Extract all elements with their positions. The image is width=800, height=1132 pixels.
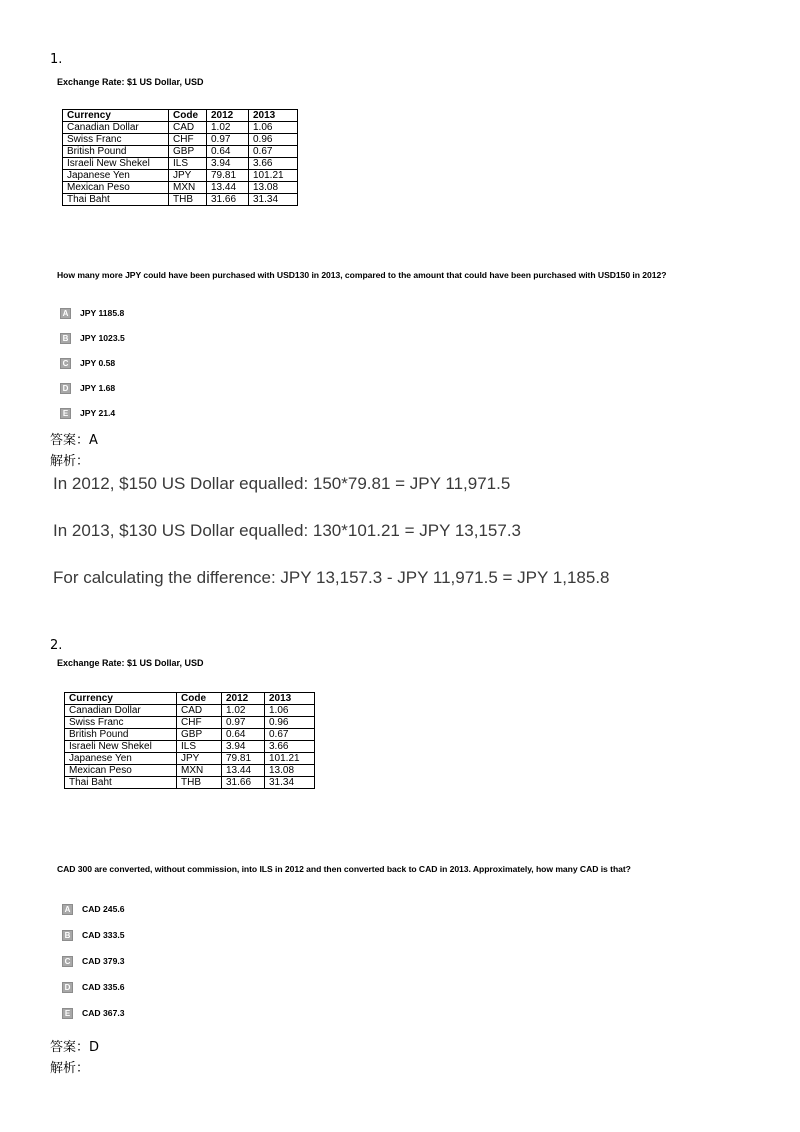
table-cell: 31.34 (265, 777, 315, 789)
question-1-option-d[interactable] (60, 382, 115, 394)
table-row (65, 753, 315, 765)
question-1-option-b[interactable] (60, 332, 125, 344)
table-row (65, 765, 315, 777)
question-1-answer: 答案：A (50, 433, 98, 448)
table-cell: GBP (169, 146, 207, 158)
question-2-table-caption: Exchange Rate: $1 US Dollar, USD (57, 658, 204, 668)
column-header: Currency (63, 110, 169, 122)
table-cell: 1.02 (222, 705, 265, 717)
table-cell: 13.44 (222, 765, 265, 777)
table-cell: THB (177, 777, 222, 789)
table-cell: 0.64 (207, 146, 249, 158)
option-letter-d: D (62, 982, 73, 993)
question-1-option-e[interactable] (60, 407, 115, 419)
option-letter-b: B (60, 333, 71, 344)
column-header: 2013 (265, 693, 315, 705)
table-cell: 31.66 (222, 777, 265, 789)
question-1-table-caption: Exchange Rate: $1 US Dollar, USD (57, 77, 204, 87)
option-letter-b: B (62, 930, 73, 941)
table-cell: ILS (169, 158, 207, 170)
table-row (63, 134, 298, 146)
column-header: 2012 (207, 110, 249, 122)
table-row (63, 122, 298, 134)
column-header: Currency (65, 693, 177, 705)
table-row (65, 705, 315, 717)
question-2-option-a[interactable] (62, 903, 125, 915)
column-header: 2013 (249, 110, 298, 122)
table-cell: Canadian Dollar (63, 122, 169, 134)
column-header: 2012 (222, 693, 265, 705)
table-cell: CHF (177, 717, 222, 729)
table-cell: 0.96 (265, 717, 315, 729)
table-row (63, 182, 298, 194)
explanation-line: In 2013, $130 US Dollar equalled: 130*101.21 = JPY 13,157.3 (53, 521, 522, 540)
table-cell: 13.08 (265, 765, 315, 777)
table-cell: Thai Baht (65, 777, 177, 789)
table-cell: 101.21 (249, 170, 298, 182)
table-cell: 31.66 (207, 194, 249, 206)
table-cell: Swiss Franc (63, 134, 169, 146)
table-cell: CAD (177, 705, 222, 717)
question-2-option-e[interactable] (62, 1007, 125, 1019)
table-cell: Swiss Franc (65, 717, 177, 729)
table-cell: Israeli New Shekel (65, 741, 177, 753)
option-text: CAD 333.5 (82, 930, 125, 940)
question-2-text: CAD 300 are converted, without commission, into ILS in 2012 and then converted back to CAD in 2013. Approximately, how many CAD is that? (57, 864, 631, 874)
table-row (63, 146, 298, 158)
table-cell: 31.34 (249, 194, 298, 206)
question-2-option-d[interactable] (62, 981, 125, 993)
option-text: JPY 1.68 (80, 383, 116, 393)
question-1-option-a[interactable] (60, 307, 124, 319)
question-1-analysis-label: 解析： (50, 454, 90, 469)
option-text: CAD 379.3 (82, 956, 125, 966)
option-letter-c: C (62, 956, 73, 967)
table-cell: CAD (169, 122, 207, 134)
question-2-option-b[interactable] (62, 929, 125, 941)
table-cell: Japanese Yen (63, 170, 169, 182)
table-cell: Mexican Peso (65, 765, 177, 777)
table-cell: 3.66 (265, 741, 315, 753)
question-1-option-c[interactable] (60, 357, 115, 369)
table-cell: 1.02 (207, 122, 249, 134)
question-2-answer: 答案：D (50, 1040, 100, 1055)
table-cell: Thai Baht (63, 194, 169, 206)
table-cell: 0.97 (222, 717, 265, 729)
option-text: JPY 0.58 (80, 358, 116, 368)
explanation-line: For calculating the difference: JPY 13,157.3 - JPY 11,971.5 = JPY 1,185.8 (53, 568, 610, 587)
table-cell: 79.81 (207, 170, 249, 182)
column-header: Code (177, 693, 222, 705)
question-2-analysis-label: 解析： (50, 1061, 90, 1076)
table-cell: 79.81 (222, 753, 265, 765)
table-row (63, 170, 298, 182)
question-2-exchange-table (64, 692, 315, 789)
option-letter-d: D (60, 383, 71, 394)
table-row (65, 777, 315, 789)
column-header: Code (169, 110, 207, 122)
table-cell: Israeli New Shekel (63, 158, 169, 170)
option-text: CAD 335.6 (82, 982, 125, 992)
table-cell: 0.97 (207, 134, 249, 146)
table-cell: JPY (169, 170, 207, 182)
explanation-line: In 2012, $150 US Dollar equalled: 150*79.81 = JPY 11,971.5 (53, 474, 511, 493)
table-cell: JPY (177, 753, 222, 765)
table-cell: Canadian Dollar (65, 705, 177, 717)
option-text: JPY 1185.8 (80, 308, 125, 318)
option-letter-c: C (60, 358, 71, 369)
table-cell: MXN (169, 182, 207, 194)
question-1-exchange-table (62, 109, 298, 206)
option-text: CAD 367.3 (82, 1008, 125, 1018)
option-letter-e: E (60, 408, 71, 419)
table-cell: 0.67 (249, 146, 298, 158)
table-cell: 13.08 (249, 182, 298, 194)
option-letter-e: E (62, 1008, 73, 1019)
table-cell: ILS (177, 741, 222, 753)
table-cell: 0.64 (222, 729, 265, 741)
table-cell: 3.94 (222, 741, 265, 753)
option-text: CAD 245.6 (82, 904, 125, 914)
table-cell: MXN (177, 765, 222, 777)
table-row (65, 717, 315, 729)
table-cell: British Pound (63, 146, 169, 158)
table-header-row (63, 110, 298, 122)
option-text: JPY 1023.5 (80, 333, 125, 343)
table-cell: CHF (169, 134, 207, 146)
table-cell: 1.06 (249, 122, 298, 134)
table-cell: 3.66 (249, 158, 298, 170)
table-cell: Japanese Yen (65, 753, 177, 765)
question-1-text: How many more JPY could have been purchased with USD130 in 2013, compared to the amount that could have been purchased with USD150 in 2012? (57, 270, 667, 280)
table-cell: British Pound (65, 729, 177, 741)
question-2-number: 2. (50, 638, 63, 653)
table-header-row (65, 693, 315, 705)
table-row (63, 158, 298, 170)
question-2-option-c[interactable] (62, 955, 125, 967)
table-cell: 13.44 (207, 182, 249, 194)
table-row (65, 741, 315, 753)
table-cell: THB (169, 194, 207, 206)
table-cell: 0.96 (249, 134, 298, 146)
table-cell: Mexican Peso (63, 182, 169, 194)
table-cell: 101.21 (265, 753, 315, 765)
table-row (63, 194, 298, 206)
option-letter-a: A (60, 308, 71, 319)
option-letter-a: A (62, 904, 73, 915)
table-cell: 1.06 (265, 705, 315, 717)
table-row (65, 729, 315, 741)
question-1-number: 1. (50, 52, 63, 67)
table-cell: 0.67 (265, 729, 315, 741)
table-cell: GBP (177, 729, 222, 741)
option-text: JPY 21.4 (80, 408, 116, 418)
table-cell: 3.94 (207, 158, 249, 170)
